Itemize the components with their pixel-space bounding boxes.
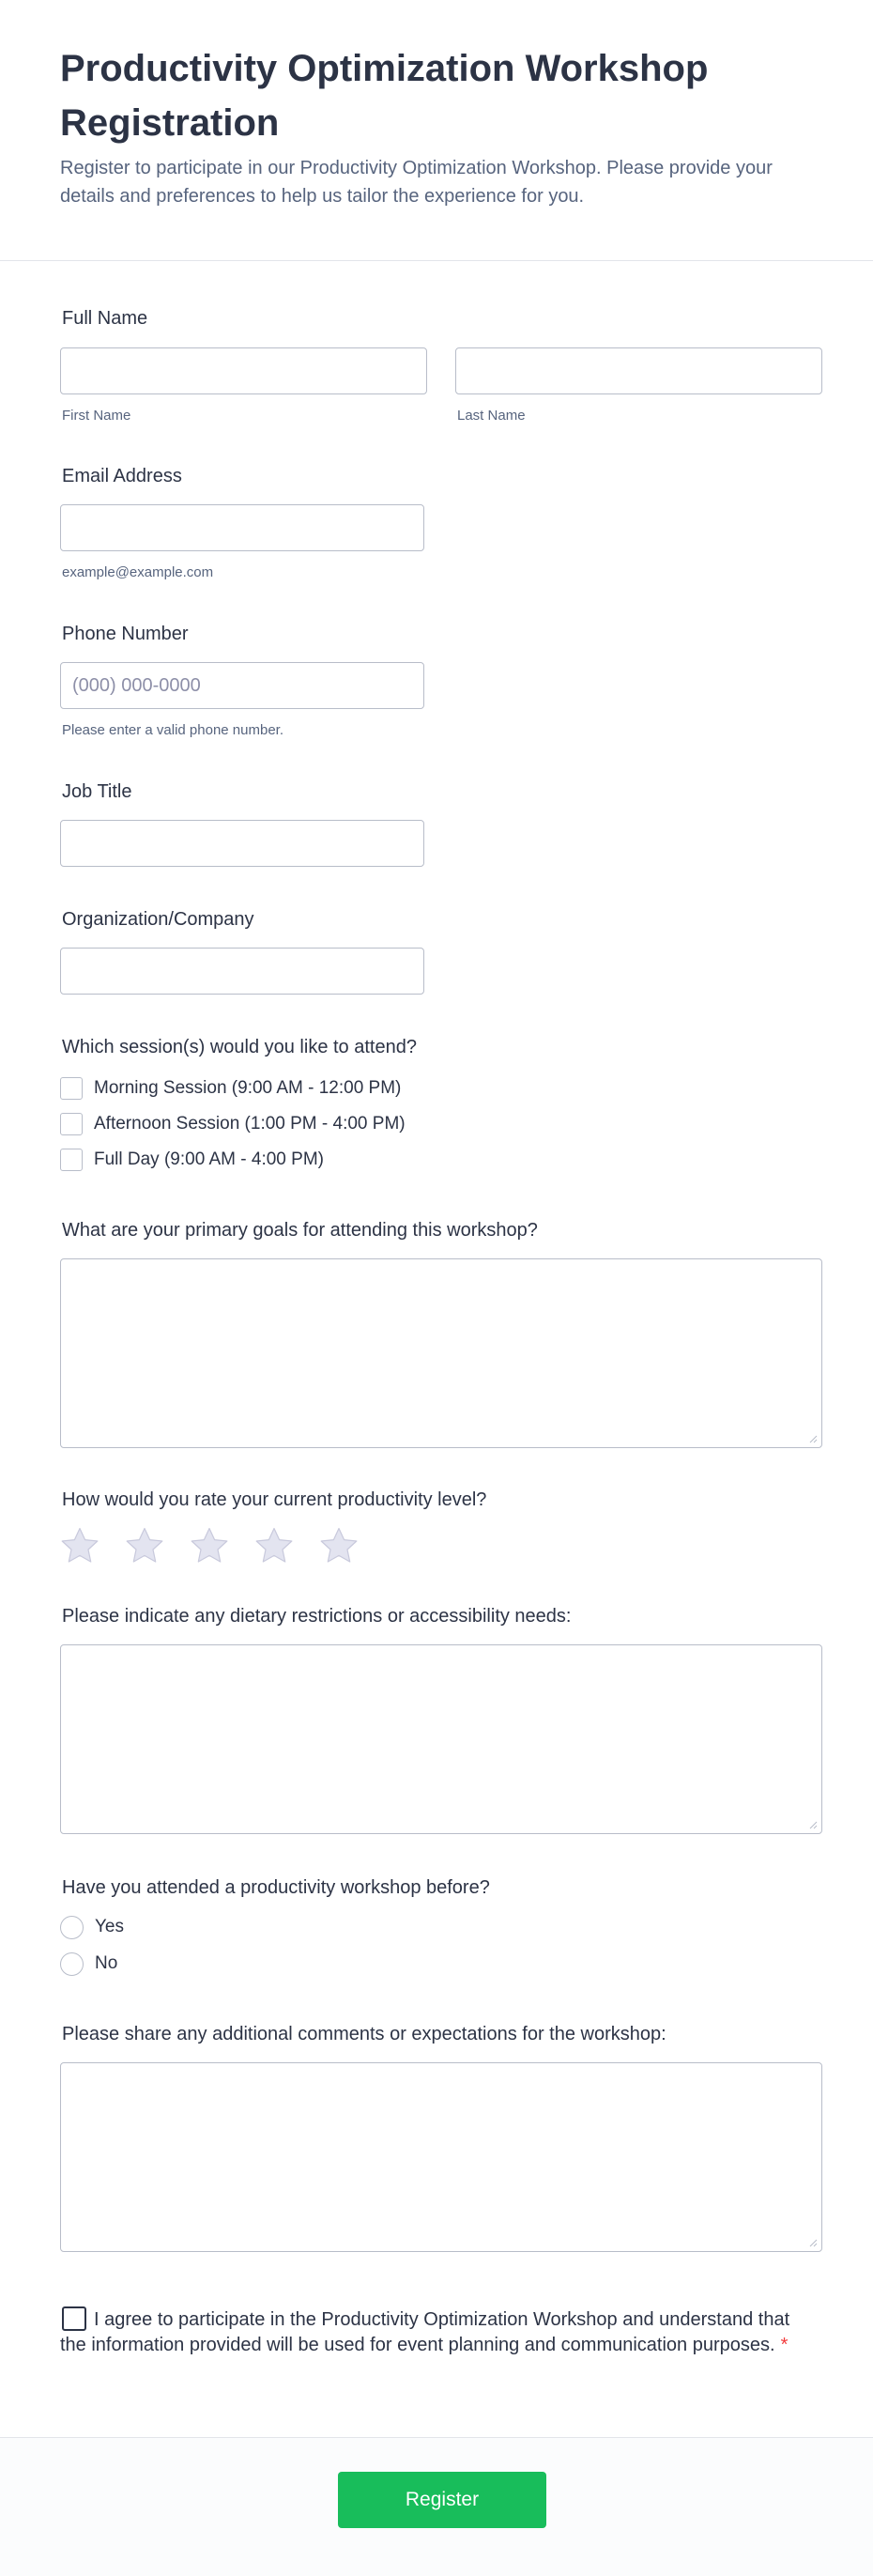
full-name-label: Full Name: [62, 308, 148, 329]
star-icon[interactable]: [60, 1526, 100, 1566]
attended-option-no[interactable]: [60, 1951, 117, 1976]
organization-label: Organization/Company: [62, 909, 254, 930]
session-option-label: Full Day (9:00 AM - 4:00 PM): [94, 1149, 324, 1169]
radio-button[interactable]: [60, 1952, 84, 1976]
session-option-label: Morning Session (9:00 AM - 12:00 PM): [94, 1078, 402, 1098]
star-icon[interactable]: [125, 1526, 164, 1566]
required-mark: *: [780, 2335, 789, 2355]
attended-option-label: No: [95, 1953, 118, 1973]
comments-textarea[interactable]: [60, 2062, 822, 2252]
email-input[interactable]: [60, 504, 424, 551]
form-footer: [0, 2437, 873, 2576]
resize-grip-icon[interactable]: [808, 1434, 818, 1443]
email-sublabel: example@example.com: [62, 564, 214, 580]
phone-sublabel: Please enter a valid phone number.: [62, 722, 283, 738]
session-option-afternoon[interactable]: [60, 1112, 406, 1136]
star-icon[interactable]: [190, 1526, 229, 1566]
checkbox[interactable]: [60, 1113, 83, 1135]
session-option-morning[interactable]: [60, 1076, 401, 1101]
first-name-sublabel: First Name: [62, 408, 131, 424]
comments-label: Please share any additional comments or expectations for the workshop:: [62, 2024, 666, 2044]
attended-label: Have you attended a productivity workshop before?: [62, 1877, 490, 1898]
star-icon[interactable]: [254, 1526, 294, 1566]
email-label: Email Address: [62, 466, 182, 486]
star-icon[interactable]: [319, 1526, 359, 1566]
register-button[interactable]: Register: [338, 2472, 546, 2528]
sessions-label: Which session(s) would you like to attend?: [62, 1037, 417, 1057]
dietary-label: Please indicate any dietary restrictions or accessibility needs:: [62, 1606, 572, 1627]
form-header: [0, 0, 873, 261]
job-title-input[interactable]: [60, 820, 424, 867]
last-name-input[interactable]: [455, 347, 822, 394]
last-name-sublabel: Last Name: [457, 408, 526, 424]
radio-button[interactable]: [60, 1916, 84, 1939]
checkbox[interactable]: [60, 1149, 83, 1171]
session-option-label: Afternoon Session (1:00 PM - 4:00 PM): [94, 1114, 406, 1134]
consent-field: [60, 2306, 802, 2358]
page-title: Productivity Optimization Workshop Registration: [60, 48, 709, 144]
phone-label: Phone Number: [62, 624, 189, 644]
rating-label: How would you rate your current productivity level?: [62, 1489, 487, 1510]
checkbox[interactable]: [60, 1077, 83, 1100]
organization-input[interactable]: [60, 948, 424, 995]
first-name-input[interactable]: [60, 347, 427, 394]
attended-option-label: Yes: [95, 1917, 124, 1936]
resize-grip-icon[interactable]: [808, 1820, 818, 1829]
goals-label: What are your primary goals for attending this workshop?: [62, 1220, 538, 1241]
phone-input[interactable]: [60, 662, 424, 709]
star-rating[interactable]: [60, 1526, 384, 1567]
dietary-textarea[interactable]: [60, 1644, 822, 1834]
goals-textarea[interactable]: [60, 1258, 822, 1448]
consent-checkbox[interactable]: [62, 2306, 86, 2331]
attended-option-yes[interactable]: [60, 1915, 124, 1939]
session-option-full-day[interactable]: [60, 1148, 324, 1172]
job-title-label: Job Title: [62, 781, 132, 802]
consent-text: I agree to participate in the Productivity Optimization Workshop and understand that the information provided will be used for event planning and communication purposes.: [60, 2309, 790, 2355]
page-subtitle: Register to participate in our Productivity Optimization Workshop. Please provide your details and preferences to help us tailor the experience for you.: [60, 158, 773, 207]
resize-grip-icon[interactable]: [808, 2238, 818, 2247]
